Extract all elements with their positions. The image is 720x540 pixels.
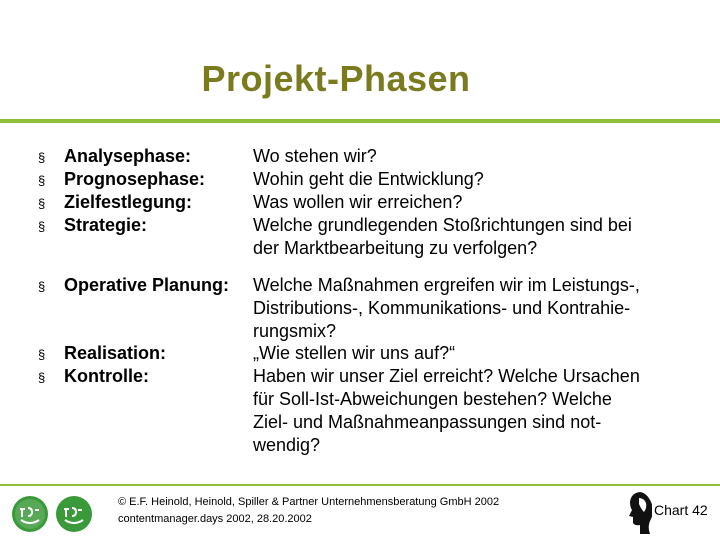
chart-number: Chart 42 [654,502,708,518]
bullet-marker: § [38,347,46,362]
phase-term: Realisation: [64,343,167,363]
copyright-line-2: contentmanager.days 2002, 28.20.2002 [118,513,312,525]
description-line: der Marktbearbeitung zu verfolgen? [253,238,538,258]
phase-term: Strategie: [64,215,148,235]
phase-description [253,168,693,191]
bullet-marker: § [38,173,46,188]
phase-description [253,365,693,457]
description-line: Distributions-, Kommunikations- und Kontrahie- [253,298,631,318]
description-line: Ziel- und Maßnahmeanpassungen sind not- [253,412,602,432]
phase-term: Kontrolle: [64,366,149,386]
description-line: rungsmix? [253,321,337,341]
description-line: „Wie stellen wir uns auf?“ [253,343,456,363]
description-line: Welche Maßnahmen ergreifen wir im Leistungs-, [253,275,640,295]
phase-term: Zielfestlegung: [64,192,193,212]
bullet-marker: § [38,279,46,294]
description-line: Wo stehen wir? [253,146,377,166]
description-line: Welche grundlegenden Stoßrichtungen sind bei [253,215,632,235]
description-line: wendig? [253,435,321,455]
hsp-faces-logo-icon [6,490,106,536]
bullet-marker: § [38,370,46,385]
phase-term: Analysephase: [64,146,192,166]
page-title: Projekt-Phasen [201,58,471,99]
description-line: Wohin geht die Entwicklung? [253,169,484,189]
phase-description [253,191,693,214]
phase-description [253,145,693,168]
copyright-line-1: © E.F. Heinold, Heinold, Spiller & Partner Unternehmensberatung GmbH 2002 [118,496,500,508]
silhouette-head-icon [626,490,652,534]
phase-description [253,274,693,343]
footer-divider [0,484,720,486]
title-divider [0,119,720,123]
phase-term: Prognosephase: [64,169,206,189]
phase-description [253,342,693,365]
phase-term: Operative Planung: [64,275,230,295]
phase-description [253,214,693,260]
description-line: Haben wir unser Ziel erreicht? Welche Ursachen [253,366,640,386]
bullet-marker: § [38,196,46,211]
copyright-notice [118,494,499,528]
description-line: Was wollen wir erreichen? [253,192,463,212]
bullet-marker: § [38,150,46,165]
bullet-marker: § [38,219,46,234]
description-line: für Soll-Ist-Abweichungen bestehen? Welche [253,389,612,409]
